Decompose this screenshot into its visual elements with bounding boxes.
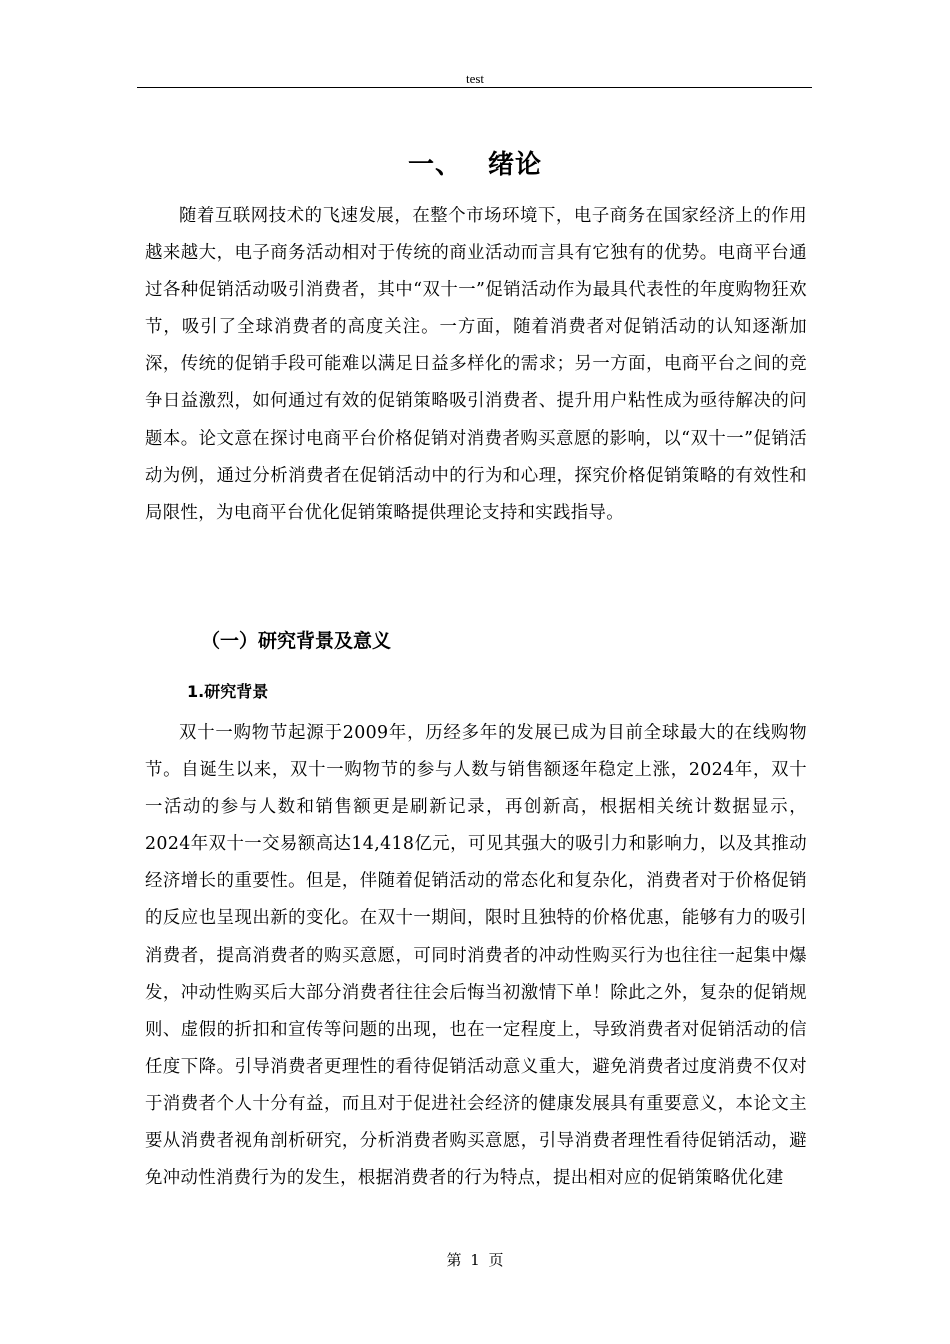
header-divider [137,87,812,88]
intro-paragraph: 随着互联网技术的飞速发展，在整个市场环境下，电子商务在国家经济上的作用越来越大，电子商务活动相对于传统的商业活动而言具有它独有的优势。电商平台通过各种促销活动吸引消费者，其中“双十一”促销活动作为最具代表性的年度购物狂欢节，吸引了全球消费者的高度关注。一方面，随着消费者对促销活动的认知逐渐加深，传统的促销手段可能难以满足日益多样化的需求；另一方面，电商平台之间的竞争日益激烈，如何通过有效的促销策略吸引消费者、提升用户粘性成为亟待解决的问题本。论文意在探讨电商平台价格促销对消费者购买意愿的影响，以“双十一”促销活动为例，通过分析消费者在促销活动中的行为和心理，探究价格促销策略的有效性和局限性，为电商平台优化促销策略提供理论支持和实践指导。 [145,206,807,523]
chapter-title: 一、 绪论 [407,150,543,180]
subsection-heading: 1.研究背景 [187,682,269,701]
page-number: 第 1 页 [446,1251,504,1269]
background-paragraph: 双十一购物节起源于2009年，历经多年的发展已成为目前全球最大的在线购物节。自诞生以来，双十一购物节的参与人数与销售额逐年稳定上涨，2024年，双十一活动的参与人数和销售额更是刷新记录，再创新高，根据相关统计数据显示，2024年双十一交易额高达14,418亿元，可见其强大的吸引力和影响力，以及其推动经济增长的重要性。但是，伴随着促销活动的常态化和复杂化，消费者对于价格促销的反应也呈现出新的变化。在双十一期间，限时且独特的价格优惠，能够有力的吸引消费者，提高消费者的购买意愿，可同时消费者的冲动性购买行为也往往一起集中爆发，冲动性购买后大部分消费者往往会后悔当初激情下单！除此之外，复杂的促销规则、虚假的折扣和宣传等问题的出现，也在一定程度上，导致消费者对促销活动的信任度下降。引导消费者更理性的看待促销活动意义重大，避免消费者过度消费不仅对于消费者个人十分有益，而且对于促进社会经济的健康发展具有重要意义，本论文主要从消费者视角剖析研究，分析消费者购买意愿，引导消费者理性看待促销活动，避免冲动性消费行为的发生，根据消费者的行为特点，提出相对应的促销策略优化建 [145,723,807,1189]
page-header-text: test [465,71,485,86]
section-heading: （一）研究背景及意义 [201,630,392,652]
